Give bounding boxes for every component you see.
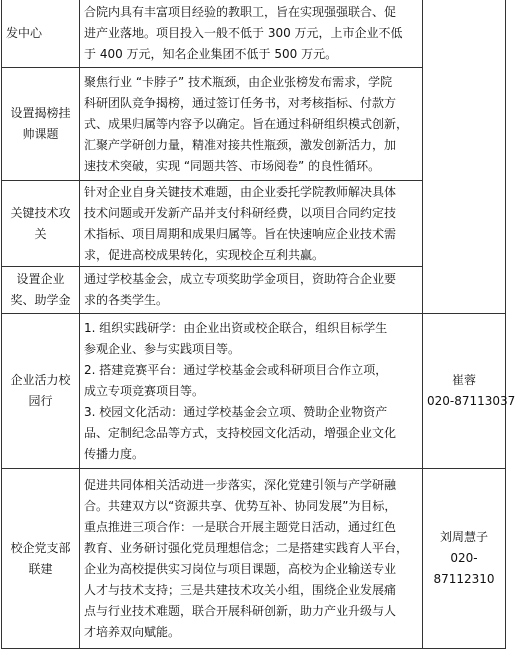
description-line: 术指标、项目周期和成果归属等。旨在快速响应企业技术需 <box>84 226 397 241</box>
description-line: 速技术突破，实现 “同题共答、市场阅卷” 的良性循环。 <box>84 158 381 173</box>
description-line: 1. 组织实践研学：由企业出资或校企联合，组织目标学生 <box>84 320 388 335</box>
description-line: 3. 校园文化活动：通过学校基金会立项、赞助企业物资产 <box>84 404 388 419</box>
category-cell <box>2 68 80 181</box>
table-row <box>2 0 506 68</box>
category-label: 校企党支部联建 <box>10 540 71 576</box>
category-label: 设置揭榜挂帅课题 <box>10 106 71 141</box>
description-line: 于 400 万元，知名企业集团不低于 500 万元。 <box>84 47 338 61</box>
description-line: 科研团队竞争揭榜，通过签订任务书，对考核指标、付款方 <box>84 95 397 110</box>
description-line: 合。共建双方以“资源共享、优势互补、协同发展”为目标， <box>84 498 397 513</box>
description-line: 点与行业技术难题，联合开展科研创新，助力产业升级与人 <box>84 603 397 618</box>
category-cell <box>2 0 80 68</box>
description-line: 人才与技术支持；三是共建技术攻关小组，围绕企业发展痛 <box>84 582 397 597</box>
description-line: 合院内具有丰富项目经验的教职工，旨在实现强强联合、促 <box>84 5 397 19</box>
description-cell <box>80 181 423 267</box>
contact-name: 崔蓉 <box>451 373 476 387</box>
table-row <box>2 314 506 469</box>
description-line: 成立专项竞赛项目等。 <box>84 383 205 398</box>
category-label: 企业活力校园行 <box>10 373 71 408</box>
category-cell <box>2 181 80 267</box>
contact-cell-empty <box>423 0 506 314</box>
description-cell <box>80 267 423 314</box>
description-line: 进产业落地。项目投入一般不低于 300 万元，上市企业不低 <box>84 26 403 40</box>
description-line: 促进共同体相关活动进一步落实，深化党建引领与产学研融 <box>84 477 397 492</box>
description-cell <box>80 0 423 68</box>
contact-cell <box>423 314 515 469</box>
category-cell <box>2 267 80 314</box>
contact-phone-part: 87112310 <box>433 572 495 586</box>
description-line: 针对企业自身关键技术难题，由企业委托学院教师解决具体 <box>84 184 397 199</box>
category-cell <box>2 314 80 469</box>
description-line: 重点推进三项合作：一是联合开展主题党日活动，通过红色 <box>84 519 397 534</box>
description-line: 汇聚产学研创力量，精准对接共性瓶颈，激发创新活力，加 <box>84 137 397 152</box>
description-line: 通过学校基金会，成立专项奖助学金项目，资助符合企业要 <box>84 272 397 286</box>
description-line: 2. 搭建竞赛平台：通过学校基金会或科研项目合作立项， <box>84 362 388 377</box>
description-line: 教育、业务研讨强化党员理想信念；二是搭建实践育人平台， <box>84 540 409 555</box>
description-line: 企业为高校提供实习岗位与项目课题，高校为企业输送专业 <box>84 561 397 576</box>
contact-phone-part: 020- <box>450 551 478 565</box>
description-line: 聚焦行业 “卡脖子” 技术瓶颈，由企业张榜发布需求，学院 <box>84 74 393 89</box>
description-line: 求的各类学生。 <box>84 293 169 307</box>
description-line: 品、定制纪念品等方式，支持校园文化活动，增强企业文化 <box>84 425 397 440</box>
description-line: 才培养双向赋能。 <box>84 624 181 639</box>
contact-name: 刘周慧子 <box>439 530 488 544</box>
cooperation-table <box>1 0 515 649</box>
category-label: 关键技术攻关 <box>10 205 71 241</box>
description-line: 传播力度。 <box>84 446 145 461</box>
description-line: 式、成果归属等内容予以确定。旨在通过科研组织模式创新， <box>84 116 409 131</box>
description-line: 技术问题或开发新产品并支付科研经费，以项目合同约定技 <box>84 205 397 220</box>
contact-phone: 020-87113037 <box>427 394 515 408</box>
description-line: 参观企业、参与实践项目等。 <box>84 341 241 356</box>
description-cell <box>80 469 423 649</box>
category-label: 设置企业奖、助学金 <box>10 272 71 307</box>
description-cell <box>80 68 423 181</box>
table-row <box>2 469 506 649</box>
category-label: 发中心 <box>6 26 43 40</box>
description-line: 求，促进高校成果转化，实现校企互利共赢。 <box>84 247 325 262</box>
category-cell <box>2 469 80 649</box>
contact-cell <box>423 469 506 649</box>
description-cell <box>80 314 423 469</box>
